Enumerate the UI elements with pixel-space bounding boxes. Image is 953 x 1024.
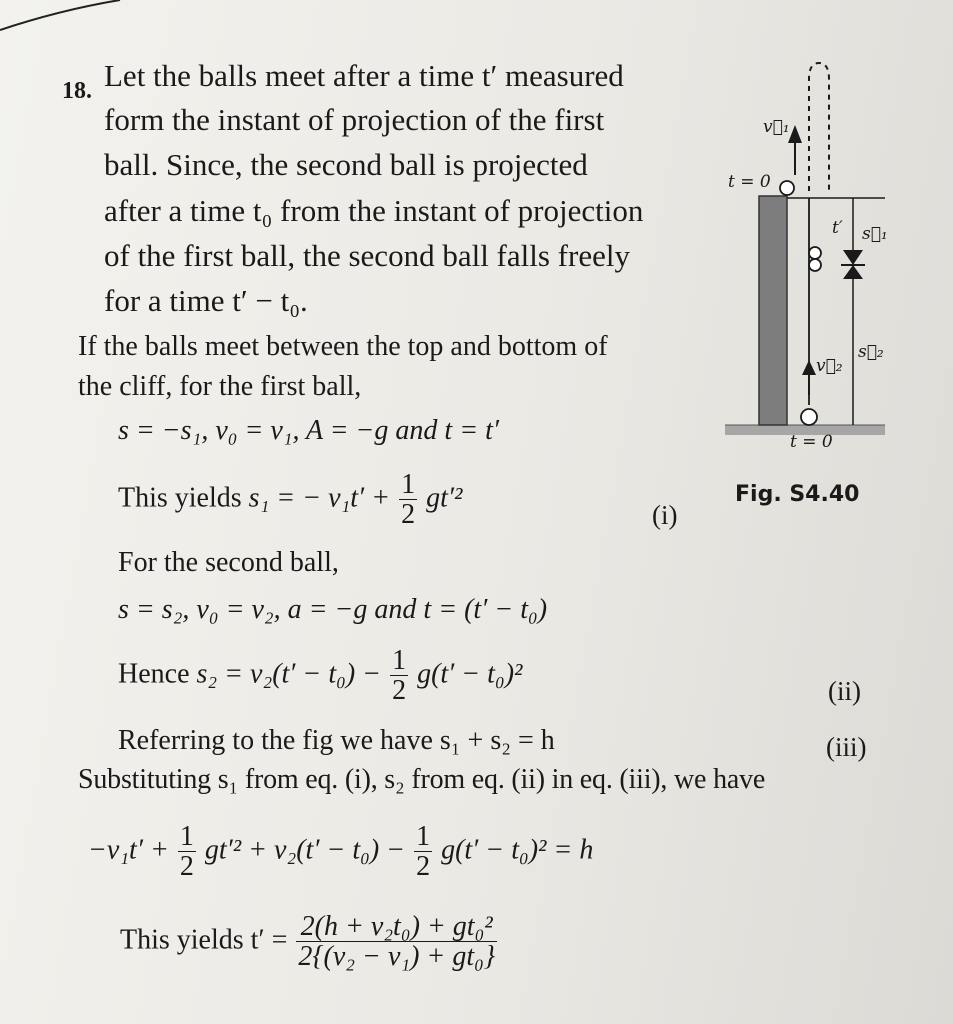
- ball-2-bottom: [801, 409, 817, 425]
- eq1-lhs: s₁ = − v₁t′ +: [248, 482, 391, 514]
- substitution-line: Substituting s₁ from eq. (i), s₂ from eq. (ii) in eq. (iii), we have: [78, 764, 766, 795]
- eq4-frac2-num: 1: [416, 821, 431, 852]
- equation-2: [118, 646, 522, 706]
- trajectory-dashed-line: [809, 63, 829, 191]
- eq1-tag: (i): [652, 500, 678, 530]
- eq4-frac2-den: 2: [416, 851, 431, 883]
- problem-number: 18.: [62, 78, 92, 104]
- result-numerator: 2(h + v₂t₀) + gt₀²: [300, 911, 493, 942]
- eq2-fraction: [390, 646, 408, 706]
- label-t-top: t = 0: [728, 172, 771, 192]
- label-t-prime: t′: [832, 218, 843, 238]
- eq4-frac1-den: 2: [179, 851, 194, 883]
- first-ball-conditions: s = −s₁, v₀ = v₁, A = −g and t = t′: [118, 415, 499, 446]
- figure-caption: Fig. S4.40: [735, 482, 860, 507]
- eq4-part2: gt′² + v₂(t′ − t₀) −: [204, 834, 406, 866]
- second-ball-heading: For the second ball,: [118, 547, 339, 578]
- s1-arrow-head: [843, 250, 863, 265]
- cliff: [759, 196, 787, 425]
- equation-4: [88, 822, 593, 882]
- ball-1-top: [780, 181, 794, 195]
- cliff-figure: [715, 55, 895, 465]
- second-ball-conditions: s = s₂, v₀ = v₂, a = −g and t = (t′ − t₀): [118, 594, 548, 625]
- eq2-frac-den: 2: [392, 675, 407, 707]
- eq4-fraction-2: [414, 822, 432, 882]
- eq4-part1: −v₁t′ +: [88, 834, 169, 866]
- intro-line-1: Let the balls meet after a time t′ measured: [104, 58, 624, 93]
- result-prefix: This yields t′ =: [120, 924, 288, 956]
- eq4-fraction-1: [178, 822, 196, 882]
- label-v2: v⃗₂: [816, 356, 843, 376]
- condition-line-1: If the balls meet between the top and bottom of: [78, 331, 608, 362]
- result-fraction: [296, 912, 497, 972]
- equation-3: Referring to the fig we have s₁ + s₂ = h: [118, 725, 555, 756]
- eq1-fraction: [399, 470, 417, 530]
- eq2-rhs: g(t′ − t₀)²: [417, 658, 523, 690]
- ball-meet-2: [809, 259, 821, 271]
- eq4-frac1-num: 1: [179, 821, 194, 852]
- v2-arrow-head: [802, 360, 816, 375]
- condition-line-2: the cliff, for the first ball,: [78, 371, 362, 402]
- eq2-lhs: s₂ = v₂(t′ − t₀) −: [196, 658, 382, 690]
- eq2-frac-num: 1: [392, 645, 407, 676]
- result-denominator: 2{(v₂ − v₁) + gt₀}: [298, 941, 496, 973]
- equation-1: [118, 470, 462, 530]
- s2-arrow-head: [843, 265, 863, 279]
- intro-line-5: of the first ball, the second ball falls freely: [104, 238, 630, 273]
- eq1-frac-den: 2: [401, 499, 416, 531]
- eq3-tag: (iii): [826, 732, 867, 762]
- page-curl-line: [0, 0, 953, 40]
- intro-line-6: for a time t′ − t₀.: [104, 283, 308, 318]
- label-s2: s⃗₂: [858, 342, 884, 362]
- eq2-tag: (ii): [828, 676, 861, 706]
- result-equation: [120, 912, 499, 972]
- ball-meet-1: [809, 247, 821, 259]
- eq2-prefix: Hence: [118, 658, 190, 690]
- v1-arrow-head: [788, 125, 802, 143]
- eq1-frac-num: 1: [401, 469, 416, 500]
- intro-line-4: after a time t₀ from the instant of projection: [104, 193, 644, 228]
- label-t-bottom: t = 0: [790, 432, 833, 452]
- intro-line-3: ball. Since, the second ball is projected: [104, 147, 588, 182]
- eq1-prefix: This yields: [118, 482, 242, 514]
- intro-line-2: form the instant of projection of the first: [104, 102, 605, 137]
- label-v1: v⃗₁: [763, 117, 790, 137]
- eq4-part3: g(t′ − t₀)² = h: [441, 834, 594, 866]
- eq1-rhs: gt′²: [426, 482, 463, 514]
- label-s1: s⃗₁: [862, 224, 888, 244]
